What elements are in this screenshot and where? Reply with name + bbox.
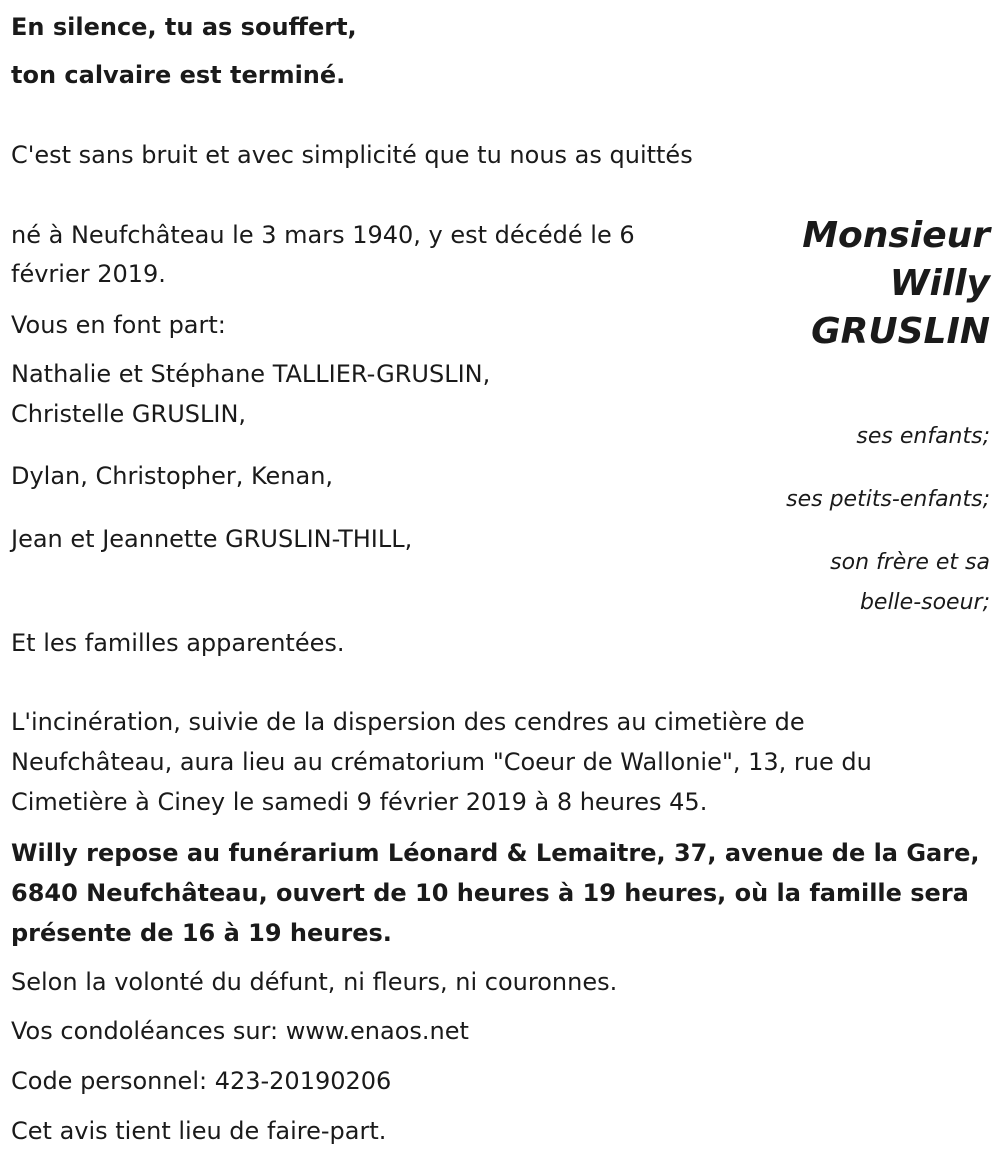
ceremony-line-2: Neufchâteau, aura lieu au crématorium "Coeur de Wallonie", 13, rue du — [11, 748, 872, 776]
flowers-note: Selon la volonté du défunt, ni fleurs, ni couronnes. — [11, 968, 618, 996]
opening-verse-line-1: En silence, tu as souffert, — [11, 13, 357, 41]
deceased-title: Monsieur — [802, 215, 990, 256]
grandchildren-relation: ses petits-enfants; — [786, 487, 990, 512]
birth-death-line-2: février 2019. — [11, 260, 166, 288]
funerarium-line-1: Willy repose au funérarium Léonard & Lemaitre, 37, avenue de la Gare, — [11, 839, 980, 867]
ceremony-line-3: Cimetière à Ciney le samedi 9 février 2019 à 8 heures 45. — [11, 788, 708, 816]
birth-death-line-1: né à Neufchâteau le 3 mars 1940, y est décédé le 6 — [11, 221, 635, 249]
personal-code: Code personnel: 423-20190206 — [11, 1067, 392, 1095]
children-line-1: Nathalie et Stéphane TALLIER-GRUSLIN, — [11, 360, 491, 388]
opening-verse-line-2: ton calvaire est terminé. — [11, 61, 346, 89]
funerarium-line-2: 6840 Neufchâteau, ouvert de 10 heures à 19 heures, où la famille sera — [11, 879, 969, 907]
sibling-relation-line-1: son frère et sa — [830, 550, 990, 575]
deceased-first-name: Willy — [889, 263, 990, 304]
children-relation: ses enfants; — [856, 424, 990, 449]
children-line-2: Christelle GRUSLIN, — [11, 400, 247, 428]
announcement: Vous en font part: — [11, 311, 226, 339]
sibling: Jean et Jeannette GRUSLIN-THILL, — [11, 525, 413, 553]
notice-statement: Cet avis tient lieu de faire-part. — [11, 1117, 387, 1145]
condolences-link[interactable]: Vos condoléances sur: www.enaos.net — [11, 1017, 469, 1045]
deceased-last-name: GRUSLIN — [811, 311, 990, 352]
opening-sentence: C'est sans bruit et avec simplicité que tu nous as quittés — [11, 141, 693, 169]
grandchildren: Dylan, Christopher, Kenan, — [11, 462, 334, 490]
sibling-relation-line-2: belle-soeur; — [859, 590, 990, 615]
ceremony-line-1: L'incinération, suivie de la dispersion des cendres au cimetière de — [11, 708, 805, 736]
funerarium-line-3: présente de 16 à 19 heures. — [11, 919, 392, 947]
other-families: Et les familles apparentées. — [11, 629, 345, 657]
